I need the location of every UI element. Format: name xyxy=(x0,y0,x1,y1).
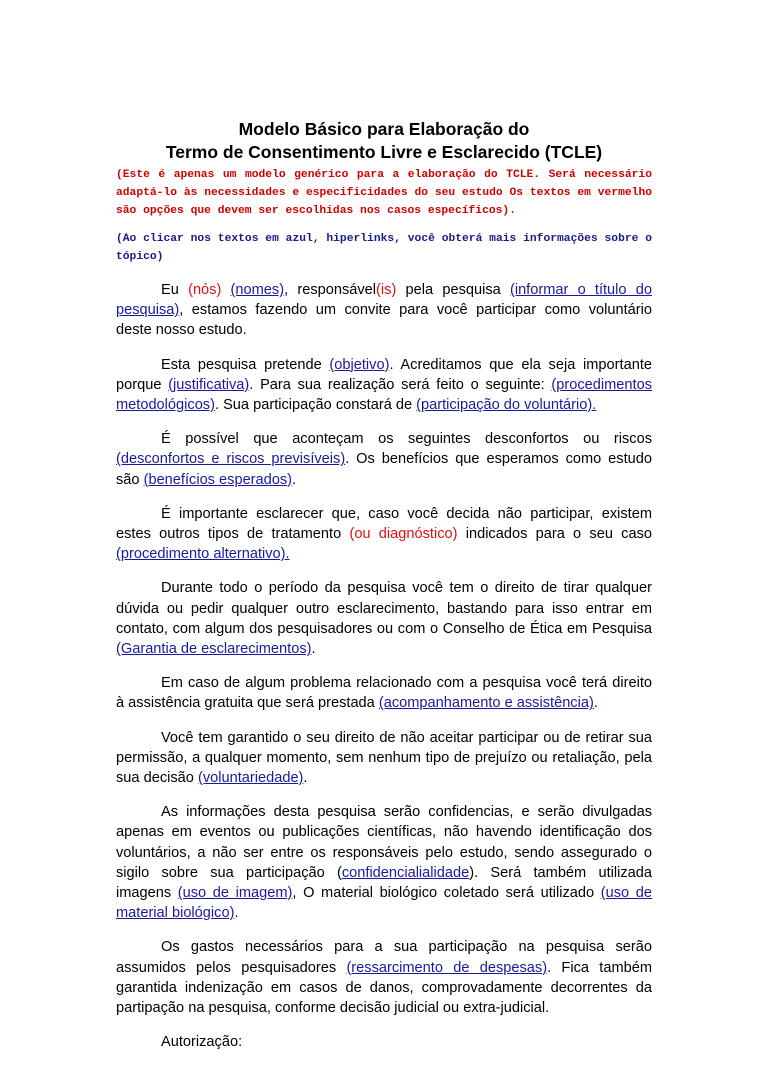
link-participacao-voluntario[interactable]: (participação do voluntário). xyxy=(416,397,597,414)
link-voluntariedade[interactable]: (voluntariedade) xyxy=(197,770,304,787)
link-procedimento-alternativo[interactable]: (procedimento alternativo). xyxy=(116,546,290,563)
link-ressarcimento-despesas[interactable]: (ressarcimento de despesas) xyxy=(346,959,548,976)
title-line-2: Termo de Consentimento Livre e Esclarecido (TCLE) xyxy=(165,142,603,162)
paragraph-clarification xyxy=(116,578,652,659)
authorization-label: Autorização: xyxy=(161,1034,243,1051)
text: . xyxy=(593,695,598,712)
text: . Fica também garantida indenização em casos de danos, comprovadamente decorrentes da partipação na pesquisa, conforme decisão judicial ou extra-judicial. xyxy=(116,959,653,1017)
link-procedimentos-metodologicos[interactable]: (procedimentos metodológicos) xyxy=(116,376,653,414)
text: , responsável xyxy=(284,282,377,298)
link-nomes[interactable]: (nomes) xyxy=(230,282,285,298)
paragraph-voluntariness xyxy=(116,728,652,789)
text: É possível que aconteçam os seguintes desconfortos ou riscos xyxy=(161,431,652,448)
text: Esta pesquisa pretende xyxy=(161,356,330,373)
text: . xyxy=(292,471,297,488)
document-title xyxy=(110,118,658,164)
paragraph-confidentiality xyxy=(116,802,652,923)
paragraph-assistance xyxy=(116,673,652,713)
instruction-note-blue: (Ao clicar nos textos em azul, hiperlinks, você obterá mais informações sobre o tópico) xyxy=(116,233,652,263)
text: Eu xyxy=(161,282,189,298)
text: . xyxy=(234,905,239,922)
paragraph-expenses xyxy=(116,937,652,1018)
link-justificativa[interactable]: (justificativa) xyxy=(168,376,250,393)
text: As informações desta pesquisa serão confidencias, e serão divulgadas apenas em eventos ou publicações científicas, não havendo identificação dos voluntários, a não ser entre os responsáveis pelo estudo, sendo assegurado o sigilo sobre sua participação ( xyxy=(116,804,652,881)
paragraph-risks xyxy=(116,429,652,490)
text: Os gastos necessários para a sua participação na pesquisa serão assumidos pelos pesquisadores xyxy=(116,939,652,976)
paragraph-authorization xyxy=(116,1032,652,1052)
text: . Para sua realização será feito o seguinte: xyxy=(249,376,552,393)
link-garantia-esclarecimentos[interactable]: (Garantia de esclarecimentos) xyxy=(116,641,312,658)
text: , estamos fazendo um convite para você participar como voluntário deste nosso estudo. xyxy=(116,302,652,339)
option-text: (ou diagnóstico) xyxy=(349,526,458,543)
paragraph-alternatives xyxy=(116,504,652,565)
link-titulo-pesquisa[interactable]: (informar o título do pesquisa) xyxy=(116,282,652,319)
text: . Sua participação constará de xyxy=(214,397,417,414)
paragraph-invitation xyxy=(116,280,652,341)
text: . Os benefícios que esperamos como estudo são xyxy=(116,451,652,488)
link-desconfortos-riscos[interactable]: (desconfortos e riscos previsíveis) xyxy=(116,451,346,468)
text: Em caso de algum problema relacionado com a pesquisa você terá direito à assistência gratuita que será prestada xyxy=(116,675,652,712)
link-uso-material-biologico[interactable]: (uso de material biológico) xyxy=(116,885,652,922)
text: . Acreditamos que ela seja importante porque xyxy=(116,356,652,393)
paragraph-objective xyxy=(116,355,652,416)
text: , O material biológico coletado será utilizado xyxy=(292,885,601,902)
link-acompanhamento-assistencia[interactable]: (acompanhamento e assistência) xyxy=(378,695,594,712)
link-objetivo[interactable]: (objetivo) xyxy=(329,356,390,373)
link-beneficios[interactable]: (benefícios esperados) xyxy=(143,471,293,488)
link-confidencialidade[interactable]: confidencialialidade xyxy=(341,864,470,881)
option-text: (is) xyxy=(376,282,397,298)
text: É importante esclarecer que, caso você decida não participar, existem estes outros tipos de tratamento xyxy=(116,505,652,543)
option-text: (nós) xyxy=(188,282,222,298)
title-line-1: Modelo Básico para Elaboração do xyxy=(238,119,530,139)
text: . xyxy=(311,641,316,658)
instruction-note-red: (Este é apenas um modelo genérico para a elaboração do TCLE. Será necessário adaptá-lo às necessidades e especificidades do seu estudo Os textos em vermelho são opções que devem ser escolhidas nos casos específicos). xyxy=(116,169,652,217)
text: Durante todo o período da pesquisa você tem o direito de tirar qualquer dúvida ou pedir qualquer outro esclarecimento, bastando para isso entrar em contato, com algum dos pesquisadores ou com o Conselho de Ética em Pesquisa xyxy=(116,580,652,637)
text: Você tem garantido o seu direito de não aceitar participar ou de retirar sua permissão, a qualquer momento, sem nenhum tipo de prejuízo ou retaliação, pela sua decisão xyxy=(116,729,652,787)
text xyxy=(221,282,230,298)
text: indicados para o seu caso xyxy=(457,526,653,543)
text: ). Será também utilizada imagens xyxy=(116,864,653,902)
link-uso-imagem[interactable]: (uso de imagem) xyxy=(177,885,293,902)
text: . xyxy=(303,770,308,787)
text: pela pesquisa xyxy=(396,282,510,298)
